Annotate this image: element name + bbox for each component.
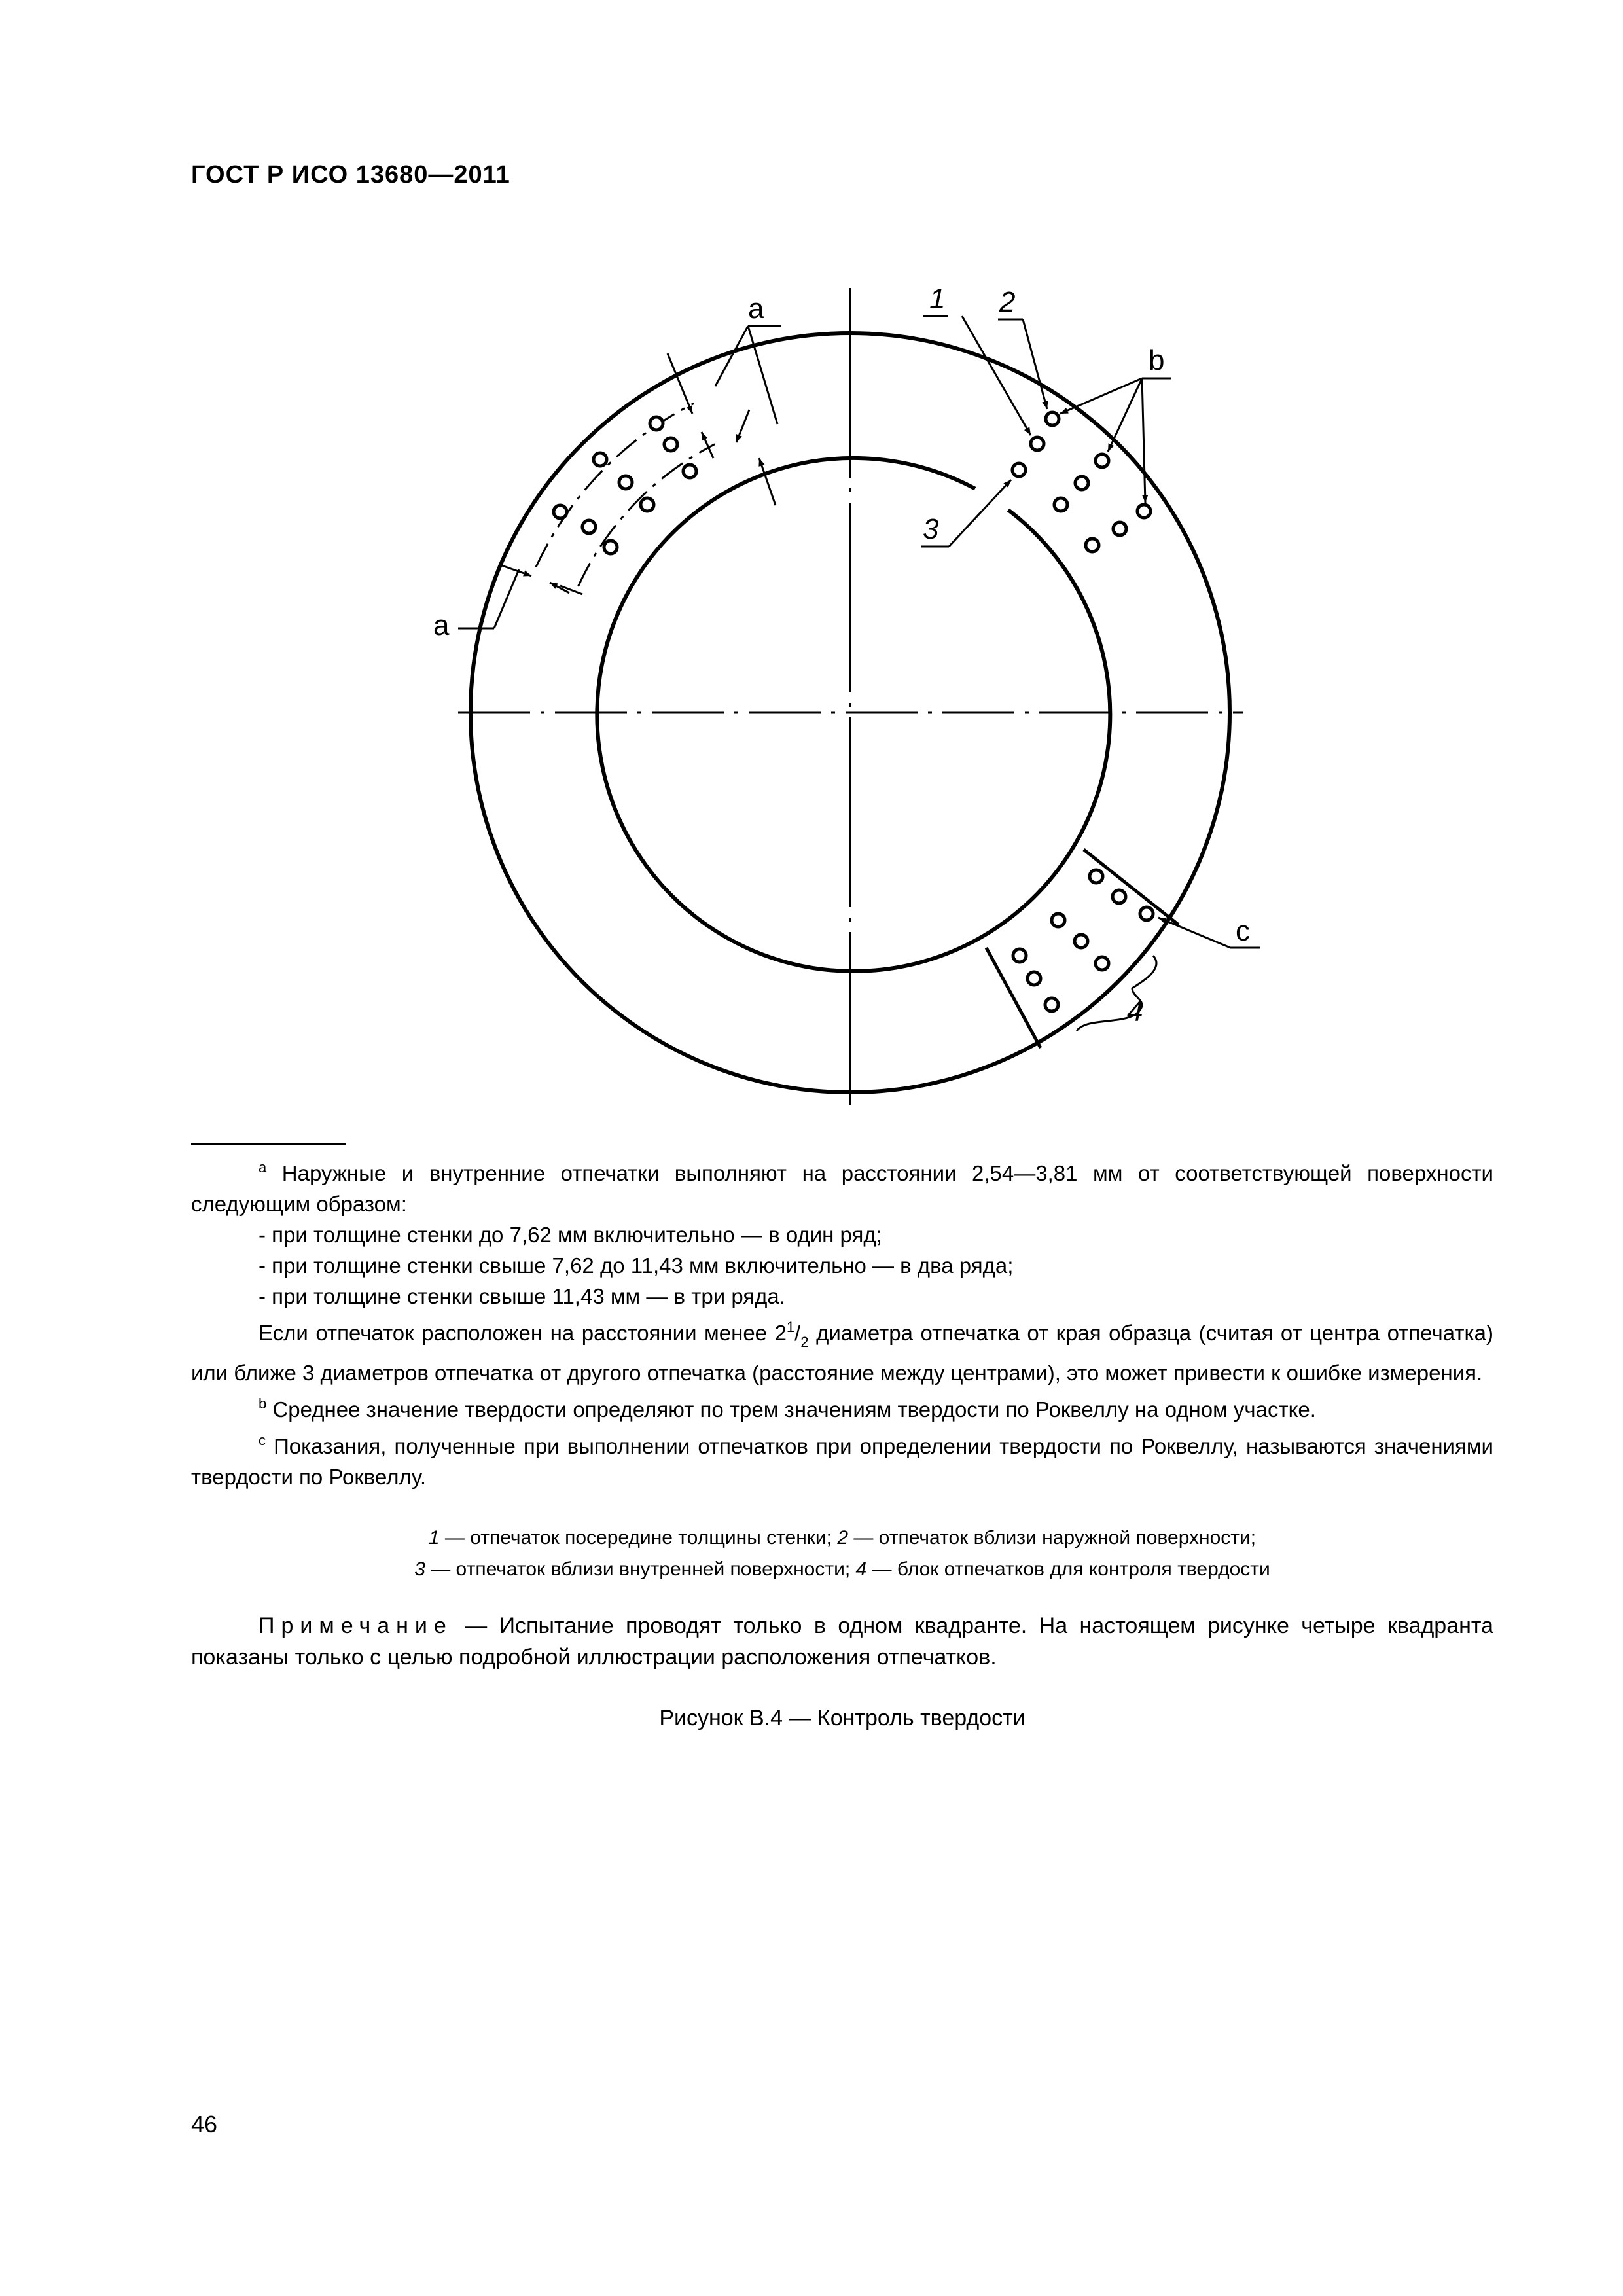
frac-num: 1 — [786, 1319, 795, 1335]
label-2: 2 — [999, 286, 1016, 318]
footnotes — [191, 1152, 1493, 1492]
frac-slash: / — [794, 1321, 801, 1345]
footnote-c-mark: c — [259, 1432, 266, 1448]
inner-circle — [597, 458, 1110, 971]
footnote-item: - при толщине стенки свыше 11,43 мм — в три ряда. — [259, 1284, 785, 1308]
pitch-arcs — [536, 403, 715, 586]
footnote-a — [191, 1152, 1493, 1219]
label-a-left: a — [433, 609, 450, 641]
footnote-c — [191, 1425, 1493, 1492]
footnote-item: - при толщине стенки до 7,62 мм включительно — в один ряд; — [259, 1223, 882, 1247]
frac-den: 2 — [800, 1334, 809, 1350]
label-3: 3 — [923, 513, 939, 545]
legend-key-1: 1 — [428, 1527, 440, 1549]
footnote-a-text: Наружные и внутренние отпечатки выполняют на расстоянии 2,54—3,81 мм от соответствующей поверхности следующим образом: — [191, 1161, 1493, 1216]
label-1: 1 — [929, 283, 946, 315]
label-a-top: a — [748, 293, 764, 325]
footnote-b — [191, 1388, 1493, 1425]
leaders-numbers — [923, 316, 1047, 547]
footnote-a-mark: a — [259, 1159, 267, 1175]
legend-value-3: — отпечаток вблизи внутренней поверхности; — [425, 1558, 856, 1580]
footnote-b-text: Среднее значение твердости определяют по трем значениям твердости по Роквеллу на одном участке. — [272, 1397, 1316, 1422]
figure-labels — [433, 283, 1250, 1028]
note-label: Примечание — [259, 1613, 453, 1638]
legend-value-1: — отпечаток посередине толщины стенки; — [439, 1527, 838, 1549]
footnote-c-text: Показания, полученные при выполнении отпечатков при определении твердости по Роквеллу, называются значениями твердости по Роквеллу. — [191, 1434, 1493, 1489]
footnote-b-mark: b — [259, 1395, 267, 1412]
page-number: 46 — [191, 2111, 218, 2138]
hardness-test-figure — [0, 0, 1623, 1126]
footnote-distance — [191, 1312, 1493, 1388]
legend-line-2 — [191, 1554, 1493, 1585]
distance-text-start: Если отпечаток расположен на расстоянии менее 2 — [259, 1321, 787, 1345]
centre-lines — [458, 288, 1243, 1105]
note — [191, 1610, 1493, 1673]
label-4: 4 — [1127, 996, 1143, 1028]
legend-line-1 — [191, 1522, 1493, 1554]
document-header: ГОСТ Р ИСО 13680—2011 — [191, 161, 510, 188]
footnote-item: - при толщине стенки свыше 7,62 до 11,43 мм включительно — в два ряда; — [259, 1253, 1014, 1278]
figure-legend — [191, 1522, 1493, 1585]
footnote-separator — [191, 1143, 346, 1145]
figure-caption: Рисунок B.4 — Контроль твердости — [659, 1706, 1026, 1731]
legend-value-4: — блок отпечатков для контроля твердости — [866, 1558, 1270, 1580]
leaders-c-4 — [1077, 918, 1260, 1031]
distance-text-end: диаметра отпечатка от края образца (считая от центра отпечатка) или ближе 3 диаметров отпечатка от другого отпечатка (расстояние между центрами), это может привести к ошибке измерения. — [191, 1321, 1493, 1385]
legend-key-4: 4 — [855, 1558, 867, 1580]
legend-value-2: — отпечаток вблизи наружной поверхности; — [848, 1527, 1257, 1549]
dimension-a-left — [458, 565, 582, 628]
label-b: b — [1149, 344, 1165, 376]
label-c: c — [1236, 915, 1250, 947]
note-text: — Испытание проводят только в одном квадранте. На настоящем рисунке четыре квадранта показаны только с целью подробной иллюстрации расположения отпечатков. — [191, 1613, 1493, 1670]
legend-key-2: 2 — [837, 1527, 849, 1549]
legend-key-3: 3 — [414, 1558, 425, 1580]
